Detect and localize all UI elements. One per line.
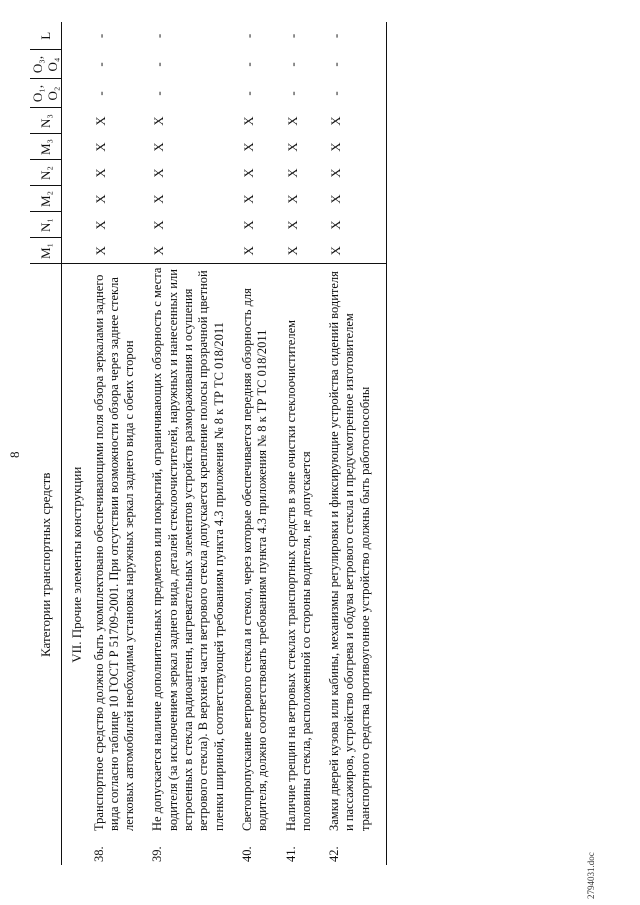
value-cell: X — [327, 108, 386, 134]
item-number: 39. — [150, 846, 165, 862]
table-row — [150, 22, 239, 865]
value-cell: X — [92, 246, 108, 256]
item-cell — [284, 264, 328, 865]
col-header-n1: N₁ — [30, 212, 61, 238]
value-cell: X — [240, 142, 256, 152]
value-cell: - — [240, 33, 256, 39]
value-cell: X — [284, 220, 300, 230]
value-cell: - — [240, 62, 256, 67]
value-cell: X — [284, 142, 300, 152]
item-cell — [92, 264, 151, 865]
value-cell: X — [151, 220, 167, 230]
value-cell: X — [284, 116, 300, 126]
value-cell: X — [240, 168, 256, 178]
item-number: 41. — [283, 846, 298, 862]
col-header-n2: N₂ — [30, 160, 61, 186]
section-row — [61, 22, 92, 865]
col-header-m2: M₂ — [30, 186, 61, 212]
value-cell: X — [151, 194, 167, 204]
col-header-o3o4: O₃, O₄ — [30, 50, 61, 79]
value-cell: X — [92, 168, 108, 178]
col-header-n3: N₃ — [30, 108, 61, 134]
item-cell — [327, 264, 386, 865]
value-cell: X — [92, 142, 108, 152]
value-cell: - — [92, 62, 108, 67]
value-cell: X — [151, 116, 167, 126]
value-cell: X — [327, 160, 386, 186]
value-cell: X — [92, 194, 108, 204]
value-cell: - — [284, 62, 300, 67]
value-cell: X — [240, 194, 256, 204]
value-cell: X — [240, 116, 256, 126]
value-cell: - — [327, 79, 386, 108]
item-text: Светопропускание ветрового стекла и стекол, через которые обеспечивается передняя обзорность для водителя, должно соответствовать требованиям пункта 4.3 приложения № 8 к ТР ТС 018/2011 — [239, 288, 270, 831]
page-number: 8 — [7, 451, 22, 458]
doc-id: 2794031.doc — [586, 852, 596, 899]
table-row — [327, 22, 386, 865]
item-text: Транспортное средство должно быть укомплектовано обеспечивающими поля обзора зеркалами заднего вида согласно таблице 10 ГОСТ Р 51709-2001. При отсутствии возможности обзора через заднее стекла легковых автомобилей необходима установка наружных зеркал заднего вида с обеих сторон — [91, 274, 137, 831]
item-text: Замки дверей кузова или кабины, механизмы регулировки и фиксирующие устройства сидений водителя и пассажиров, устройство обогрева и обдува ветрового стекла и предусмотренное изготовителем транспортного средства противоугонное устройство должны быть работоспособны — [327, 271, 372, 831]
value-cell: X — [284, 246, 300, 256]
value-cell: X — [327, 212, 386, 238]
value-cell: X — [327, 186, 386, 212]
item-text: Не допускается наличие дополнительных предметов или покрытий, ограничивающих обзорность с места водителя (за исключением зеркал заднего вида, деталей стеклоочистителей, наружных и нанесенных или встроенных в стекла радиоантенн, нагревательных элементов устройств размораживания и осушения ветрового стекла). В верхней части ветрового стекла допускается крепление полосы прозрачной цветной пленки шириной, соответствующей требованиям пункта 4.3 приложения № 8 к ТР ТС 018/2011 — [150, 267, 226, 831]
value-cell: X — [240, 246, 256, 256]
col-header-o1o2: O₁, O₂ — [30, 79, 61, 108]
value-cell: - — [92, 33, 108, 39]
item-number: 40. — [239, 846, 254, 862]
value-cell: X — [92, 116, 108, 126]
item-cell — [150, 264, 239, 865]
value-cell: - — [151, 33, 167, 39]
item-cell — [240, 264, 284, 865]
section-title: VII. Прочие элементы конструкции — [61, 264, 92, 865]
table-row — [284, 22, 328, 865]
value-cell: X — [284, 194, 300, 204]
item-number: 38. — [91, 846, 106, 862]
value-cell: X — [240, 220, 256, 230]
value-cell: - — [327, 22, 386, 50]
value-cell: X — [327, 238, 386, 264]
value-cell: - — [284, 91, 300, 96]
header-row — [30, 22, 61, 865]
table-row — [240, 22, 284, 865]
col-header-m3: M₃ — [30, 134, 61, 160]
item-number: 42. — [327, 846, 342, 862]
value-cell: - — [92, 91, 108, 96]
category-header: Категории транспортных средств — [30, 264, 61, 865]
value-cell: - — [240, 91, 256, 96]
value-cell: X — [151, 168, 167, 178]
table-row — [92, 22, 151, 865]
value-cell: - — [151, 91, 167, 96]
value-cell: X — [284, 168, 300, 178]
value-cell: X — [327, 134, 386, 160]
item-text: Наличие трещин на ветровых стеклах транспортных средств в зоне очистки стеклоочистителем половины стекла, расположенной со стороны водителя, не допускается — [283, 319, 313, 831]
value-cell: - — [327, 50, 386, 79]
items-body — [92, 22, 387, 865]
value-cell: - — [151, 62, 167, 67]
col-header-m1: M₁ — [30, 238, 61, 264]
requirements-table — [30, 22, 387, 865]
value-cell: - — [284, 33, 300, 39]
value-cell: X — [92, 220, 108, 230]
col-header-l: L — [30, 22, 61, 50]
value-cell: X — [151, 142, 167, 152]
value-cell: X — [151, 246, 167, 256]
